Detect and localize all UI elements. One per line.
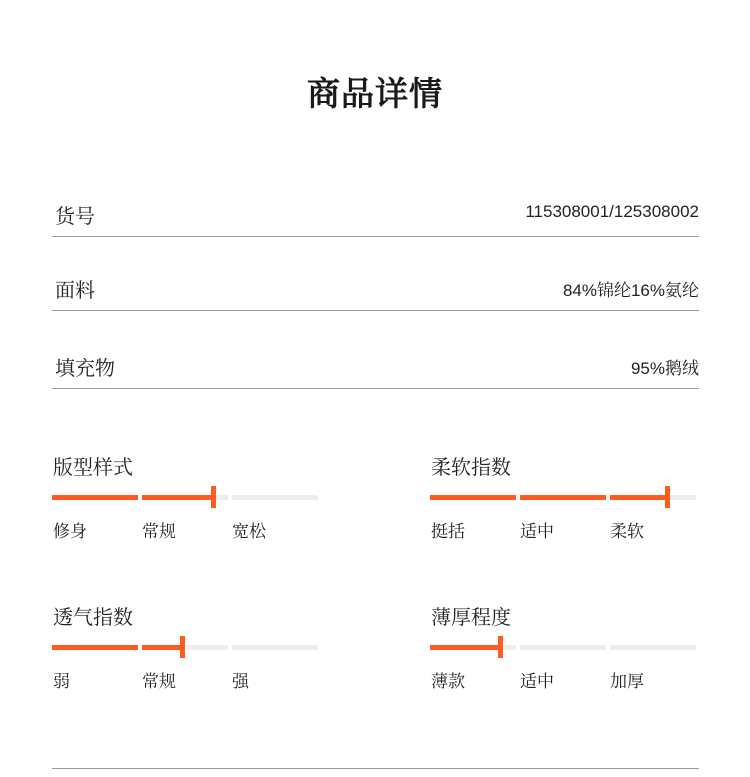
scale-fill [520, 495, 606, 500]
scale-fill [430, 645, 500, 650]
level-marker [498, 636, 503, 658]
scale-segment [52, 495, 138, 500]
metric-scale [52, 495, 320, 500]
metric-title: 透气指数 [53, 605, 133, 629]
scale-segment [430, 645, 516, 650]
scale-segment [520, 645, 606, 650]
level-marker [665, 486, 670, 508]
scale-segment [52, 645, 138, 650]
detail-label: 填充物 [55, 356, 115, 380]
scale-segment [610, 645, 696, 650]
scale-fill [430, 495, 516, 500]
scale-segment [232, 645, 318, 650]
scale-segment [520, 495, 606, 500]
metric-title: 柔软指数 [431, 455, 511, 479]
scale-label-high: 强 [232, 672, 249, 692]
scale-label-low: 挺括 [431, 522, 465, 542]
scale-segment [142, 645, 228, 650]
metric-title: 薄厚程度 [431, 605, 511, 629]
scale-label-mid: 常规 [142, 672, 176, 692]
page-title: 商品详情 [307, 74, 443, 113]
metric-thickness [430, 601, 698, 711]
scale-label-high: 宽松 [232, 522, 266, 542]
metric-breathability [52, 601, 320, 711]
metric-softness [430, 451, 698, 561]
scale-label-mid: 常规 [142, 522, 176, 542]
scale-fill [52, 495, 138, 500]
scale-fill [52, 645, 138, 650]
scale-label-mid: 适中 [520, 672, 554, 692]
scale-label-low: 弱 [53, 672, 70, 692]
scale-fill [610, 495, 667, 500]
scale-fill [142, 645, 182, 650]
scale-label-mid: 适中 [520, 522, 554, 542]
metric-scale [430, 495, 698, 500]
metric-title: 版型样式 [53, 455, 133, 479]
metric-scale [52, 645, 320, 650]
detail-value: 95%鹅绒 [630, 359, 699, 378]
level-marker [180, 636, 185, 658]
detail-row-item-number [52, 196, 699, 237]
detail-row-filling [52, 348, 699, 389]
detail-row-fabric [52, 270, 699, 311]
divider [52, 768, 699, 769]
scale-label-low: 修身 [53, 522, 87, 542]
detail-label: 面料 [55, 278, 95, 302]
scale-label-high: 柔软 [610, 522, 644, 542]
scale-segment [232, 495, 318, 500]
scale-segment [610, 495, 696, 500]
scale-label-low: 薄款 [431, 672, 465, 692]
metric-scale [430, 645, 698, 650]
detail-value: 84%锦纶16%氨纶 [562, 281, 699, 300]
metric-fit-style [52, 451, 320, 561]
detail-value: 115308001/125308002 [525, 202, 699, 221]
scale-fill [142, 495, 213, 500]
detail-label: 货号 [55, 204, 95, 228]
level-marker [211, 486, 216, 508]
scale-segment [430, 495, 516, 500]
scale-label-high: 加厚 [610, 672, 644, 692]
